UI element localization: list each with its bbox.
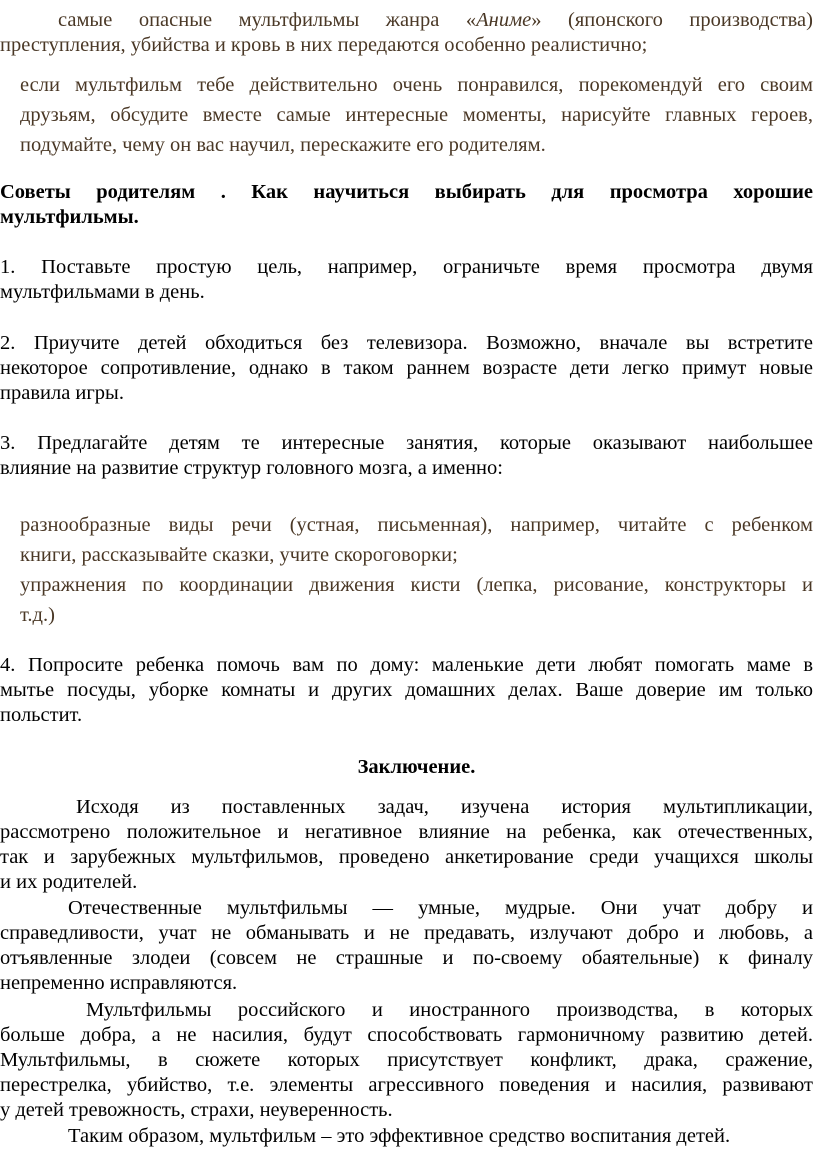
conclusion-line: перестрелка, убийство, т.е. элементы агрессивного поведения и насилия, развивают <box>0 1074 813 1096</box>
conclusion-line: Исходя из поставленных задач, изучена история мультипликации, <box>76 796 813 818</box>
bullet-line: подумайте, чему он вас научил, перескажите его родителям. <box>20 134 546 156</box>
bullet-line: если мультфильм тебе действительно очень понравился, порекомендуй его своим <box>20 74 813 96</box>
tip-3-item-line: т.д.) <box>20 604 55 626</box>
conclusion-line: Отечественные мультфильмы — умные, мудрые. Они учат добру и <box>68 897 813 919</box>
tip-line: 3. Предлагайте детям те интересные занятия, которые оказывают наибольшее <box>0 432 813 454</box>
tip-line: мультфильмами в день. <box>0 281 205 303</box>
tip-line: 1. Поставьте простую цель, например, ограничьте время просмотра двумя <box>0 256 813 278</box>
advice-heading <box>0 180 813 230</box>
bullet-recommend <box>20 70 813 160</box>
tip-line: мытье посуды, уборке комнаты и других домашних делах. Ваше доверие им только <box>0 679 813 701</box>
tip-3 <box>0 431 813 481</box>
conclusion-line: рассмотрено положительное и негативное влияние на ребенка, как отечественных, <box>0 821 813 843</box>
tip-2 <box>0 331 813 406</box>
bullet-line: друзьям, обсудите вместе самые интересные моменты, нарисуйте главных героев, <box>20 104 813 126</box>
conclusion-paragraph-3 <box>0 998 813 1123</box>
conclusion-line: больше добра, а не насилия, будут способствовать гармоничному развитию детей. <box>0 1024 813 1046</box>
advice-heading-line: мультфильмы. <box>0 206 139 228</box>
intro-text-a: самые опасные мультфильмы жанра « <box>58 9 477 31</box>
anime-term: Аниме <box>476 9 532 31</box>
conclusion-line: отъявленные злодеи (совсем не страшные и по-своему обаятельные) к финалу <box>0 947 813 969</box>
tip-line: влияние на развитие структур головного мозга, а именно: <box>0 457 503 479</box>
conclusion-line: Мультфильмы российского и иностранного производства, в которых <box>86 999 813 1021</box>
tip-3-item-line: книги, рассказывайте сказки, учите скороговорки; <box>20 544 458 566</box>
tip-line: 4. Попросите ребенка помочь вам по дому: маленькие дети любят помогать маме в <box>0 654 813 676</box>
conclusion-line: и их родителей. <box>0 871 138 893</box>
conclusion-line: Таким образом, мультфильм – это эффективное средство воспитания детей. <box>68 1125 731 1147</box>
conclusion-line: непременно исправляются. <box>0 972 238 994</box>
intro-paragraph <box>0 8 813 58</box>
tip-line: правила игры. <box>0 382 124 404</box>
intro-line-1 <box>0 8 813 33</box>
tip-3-item-line: упражнения по координации движения кисти (лепка, рисование, конструкторы и <box>20 574 813 596</box>
conclusion-line: так и зарубежных мультфильмов, проведено анкетирование среди учащихся школы <box>0 846 813 868</box>
intro-text-b: » (японского производства) <box>531 9 813 31</box>
tip-line: польстит. <box>0 704 83 726</box>
conclusion-title: Заключение. <box>357 756 476 778</box>
conclusion-paragraph-2 <box>0 896 813 996</box>
tip-3-item-line: разнообразные виды речи (устная, письменная), например, читайте с ребенком <box>20 514 813 536</box>
conclusion-line: справедливости, учат не обманывать и не предавать, излучают добро и любовь, а <box>0 922 813 944</box>
tip-3-items <box>20 510 813 630</box>
tip-4 <box>0 653 813 728</box>
tip-line: некоторое сопротивление, однако в таком раннем возрасте дети легко примут новые <box>0 357 813 379</box>
conclusion-paragraph-4 <box>0 1124 813 1149</box>
tip-1 <box>0 255 813 305</box>
conclusion-line: у детей тревожность, страхи, неуверенность. <box>0 1099 393 1121</box>
tip-line: 2. Приучите детей обходиться без телевизора. Возможно, вначале вы встретите <box>0 332 813 354</box>
intro-line-2: преступления, убийства и кровь в них передаются особенно реалистично; <box>0 34 648 56</box>
advice-heading-line: Советы родителям . Как научиться выбирать для просмотра хорошие <box>0 181 813 203</box>
conclusion-line: Мультфильмы, в сюжете которых присутствует конфликт, драка, сражение, <box>0 1049 813 1071</box>
conclusion-paragraph-1 <box>0 795 813 895</box>
